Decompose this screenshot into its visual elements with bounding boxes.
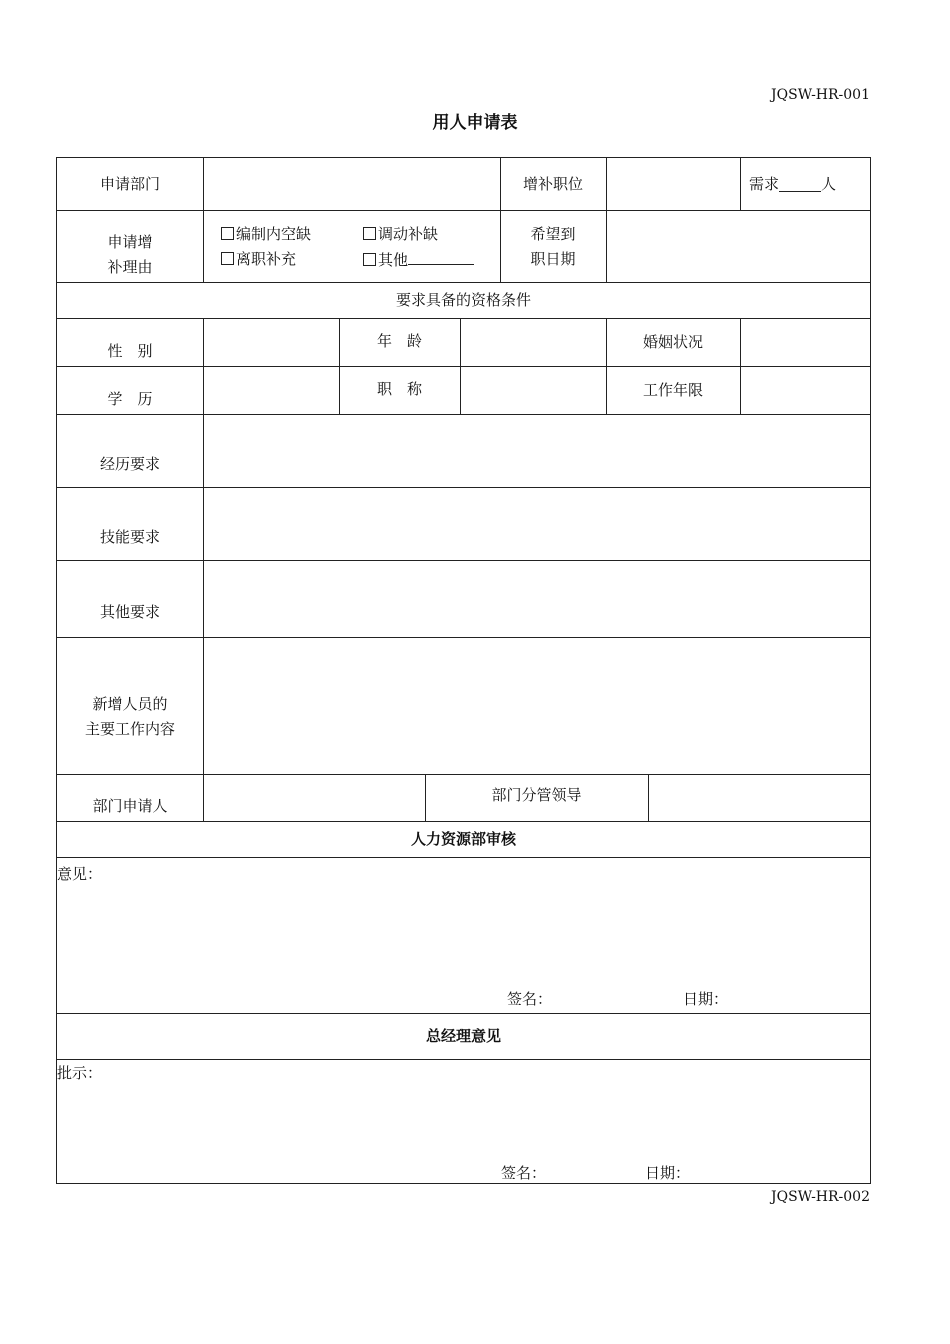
job-title-field[interactable] — [461, 367, 606, 414]
position-label: 增补职位 — [522, 174, 583, 193]
marital-field[interactable] — [741, 319, 870, 366]
other-requirements-label: 其他要求 — [99, 603, 160, 621]
gender-field[interactable] — [204, 319, 339, 366]
job-title-label: 职 称 — [376, 380, 422, 398]
position-field[interactable] — [607, 158, 740, 210]
gm-header: 总经理意见 — [425, 1027, 501, 1045]
marital-label: 婚姻状况 — [642, 333, 703, 351]
checkbox-icon — [363, 227, 376, 240]
gm-date-label: 日期： — [645, 1164, 691, 1182]
gender-label: 性 别 — [107, 342, 153, 360]
page-title: 用人申请表 — [432, 113, 518, 133]
need-suffix: 人 — [821, 174, 837, 193]
leader-label: 部门分管领导 — [491, 785, 582, 804]
option-label: 其他 — [378, 251, 409, 269]
checkbox-icon — [221, 227, 234, 240]
dept-label: 申请部门 — [99, 174, 160, 193]
age-label: 年 龄 — [376, 332, 422, 350]
experience-label: 经历要求 — [99, 455, 160, 473]
other-reason-input[interactable] — [408, 249, 474, 265]
hr-date-label: 日期： — [683, 990, 729, 1008]
skills-label: 技能要求 — [99, 528, 160, 546]
document-code-bottom: JQSW-HR-002 — [771, 1189, 870, 1205]
option-transfer[interactable] — [363, 224, 438, 244]
option-label: 离职补充 — [236, 250, 297, 268]
age-field[interactable] — [461, 319, 606, 366]
option-resignation[interactable] — [221, 249, 296, 269]
headcount-cell — [741, 158, 870, 210]
hr-signature-label: 签名： — [507, 990, 553, 1008]
gm-instruction-label: 批示： — [57, 1064, 103, 1082]
duties-label: 新增人员的 主要工作内容 — [84, 695, 175, 738]
hr-opinion-label: 意见： — [57, 865, 103, 883]
headcount-input[interactable] — [779, 176, 821, 192]
checkbox-icon — [363, 253, 376, 266]
gm-instruction-field[interactable] — [57, 1083, 870, 1158]
application-form — [56, 157, 871, 1184]
hr-review-header: 人力资源部审核 — [410, 830, 516, 848]
qualifications-header: 要求具备的资格条件 — [395, 291, 531, 309]
option-vacancy[interactable] — [221, 224, 311, 244]
leader-field[interactable] — [649, 775, 870, 821]
applicant-label: 部门申请人 — [92, 797, 168, 815]
start-date-field[interactable] — [607, 211, 870, 282]
reason-label: 申请增 补理由 — [107, 233, 153, 276]
experience-field[interactable] — [204, 415, 870, 487]
option-other[interactable] — [363, 249, 474, 270]
skills-field[interactable] — [204, 488, 870, 560]
hr-opinion-field[interactable] — [57, 883, 870, 988]
gm-signature-label: 签名： — [501, 1164, 547, 1182]
education-label: 学 历 — [107, 390, 153, 408]
duties-field[interactable] — [204, 638, 870, 774]
option-label: 调动补缺 — [378, 225, 439, 243]
work-years-label: 工作年限 — [642, 381, 703, 399]
other-requirements-field[interactable] — [204, 561, 870, 637]
work-years-field[interactable] — [741, 367, 870, 414]
document-code-top: JQSW-HR-001 — [771, 87, 870, 103]
education-field[interactable] — [204, 367, 339, 414]
checkbox-icon — [221, 252, 234, 265]
dept-field[interactable] — [204, 158, 500, 210]
option-label: 编制内空缺 — [236, 225, 312, 243]
applicant-field[interactable] — [204, 775, 425, 821]
start-date-label: 希望到 职日期 — [530, 224, 576, 268]
need-prefix: 需求 — [749, 174, 780, 193]
